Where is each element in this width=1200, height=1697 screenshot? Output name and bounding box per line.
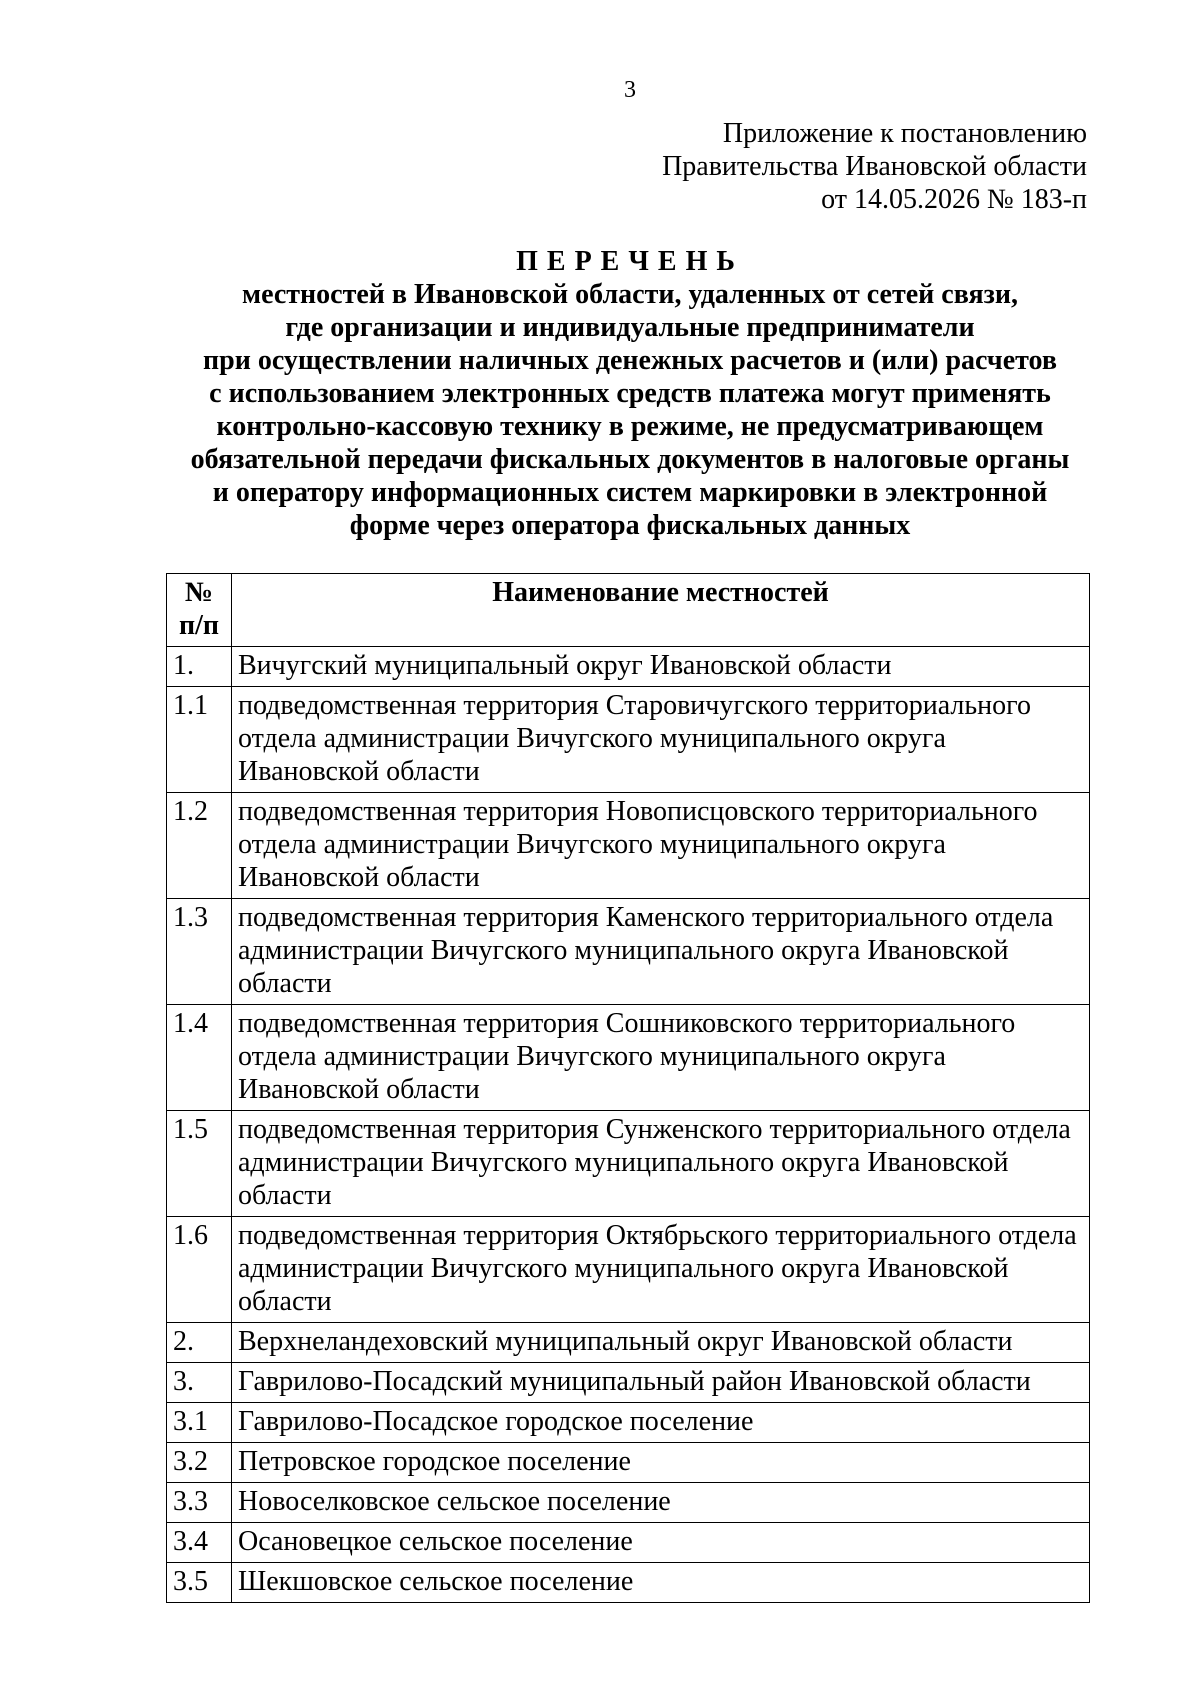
table-row [167, 1483, 1090, 1523]
title-line: местностей в Ивановской области, удаленных от сетей связи, [242, 279, 1018, 310]
row-number: 1. [167, 647, 232, 687]
table-row [167, 1563, 1090, 1603]
appendix-note [662, 117, 1087, 216]
header-name-cell: Наименование местностей [232, 574, 1090, 647]
row-name: Новоселковское сельское поселение [232, 1483, 1090, 1523]
row-name: Гаврилово-Посадское городское поселение [232, 1403, 1090, 1443]
header-number-symbol: № [184, 577, 214, 608]
title-line: с использованием электронных средств платежа могут применять [209, 378, 1051, 409]
table-row [167, 1111, 1090, 1217]
header-number-cell [167, 574, 232, 647]
appendix-date-number: от 14.05.2026 № 183-п [821, 184, 1087, 215]
table-row [167, 1323, 1090, 1363]
title-line: где организации и индивидуальные предприниматели [285, 312, 975, 343]
table-header-row [167, 574, 1090, 647]
title-line: форме через оператора фискальных данных [349, 510, 911, 541]
table-row [167, 1217, 1090, 1323]
row-name: подведомственная территория Старовичугского территориального отдела администрации Вичугского муниципального округа Ивановской области [232, 687, 1090, 793]
row-number: 3.1 [167, 1403, 232, 1443]
row-name: Шекшовское сельское поселение [232, 1563, 1090, 1603]
row-number: 3.3 [167, 1483, 232, 1523]
row-name: подведомственная территория Октябрьского территориального отдела администрации Вичугского муниципального округа Ивановской области [232, 1217, 1090, 1323]
row-name: Осановецкое сельское поселение [232, 1523, 1090, 1563]
row-number: 3.2 [167, 1443, 232, 1483]
table-row [167, 793, 1090, 899]
table-row [167, 1363, 1090, 1403]
title-line: обязательной передачи фискальных документов в налоговые органы [190, 444, 1070, 475]
title-line: и оператору информационных систем маркировки в электронной [212, 477, 1048, 508]
document-title-block [150, 245, 1110, 542]
page-number: 3 [624, 77, 636, 103]
header-number-abbrev: п/п [178, 610, 220, 641]
table-row [167, 1403, 1090, 1443]
row-number: 1.1 [167, 687, 232, 793]
row-number: 3.4 [167, 1523, 232, 1563]
title-line: при осуществлении наличных денежных расчетов и (или) расчетов [203, 345, 1057, 376]
table-row [167, 1005, 1090, 1111]
places-table [166, 573, 1090, 1603]
row-number: 1.3 [167, 899, 232, 1005]
row-name: Петровское городское поселение [232, 1443, 1090, 1483]
row-name: подведомственная территория Новописцовского территориального отдела администрации Вичугского муниципального округа Ивановской области [232, 793, 1090, 899]
row-number: 2. [167, 1323, 232, 1363]
appendix-line: Правительства Ивановской области [662, 151, 1087, 182]
row-name: подведомственная территория Сунженского территориального отдела администрации Вичугского муниципального округа Ивановской области [232, 1111, 1090, 1217]
table-row [167, 899, 1090, 1005]
row-name: Верхнеландеховский муниципальный округ Ивановской области [232, 1323, 1090, 1363]
title-line: контрольно-кассовую технику в режиме, не предусматривающем [216, 411, 1044, 442]
row-number: 1.4 [167, 1005, 232, 1111]
row-number: 3.5 [167, 1563, 232, 1603]
row-number: 1.5 [167, 1111, 232, 1217]
document-title: ПЕРЕЧЕНЬ [516, 246, 744, 277]
row-name: подведомственная территория Сошниковского территориального отдела администрации Вичугского муниципального округа Ивановской области [232, 1005, 1090, 1111]
table-row [167, 687, 1090, 793]
table-row [167, 1523, 1090, 1563]
row-name: подведомственная территория Каменского территориального отдела администрации Вичугского муниципального округа Ивановской области [232, 899, 1090, 1005]
table-row [167, 647, 1090, 687]
row-name: Вичугский муниципальный округ Ивановской области [232, 647, 1090, 687]
row-number: 1.2 [167, 793, 232, 899]
table-row [167, 1443, 1090, 1483]
row-number: 3. [167, 1363, 232, 1403]
row-name: Гаврилово-Посадский муниципальный район Ивановской области [232, 1363, 1090, 1403]
row-number: 1.6 [167, 1217, 232, 1323]
appendix-line: Приложение к постановлению [722, 118, 1087, 149]
